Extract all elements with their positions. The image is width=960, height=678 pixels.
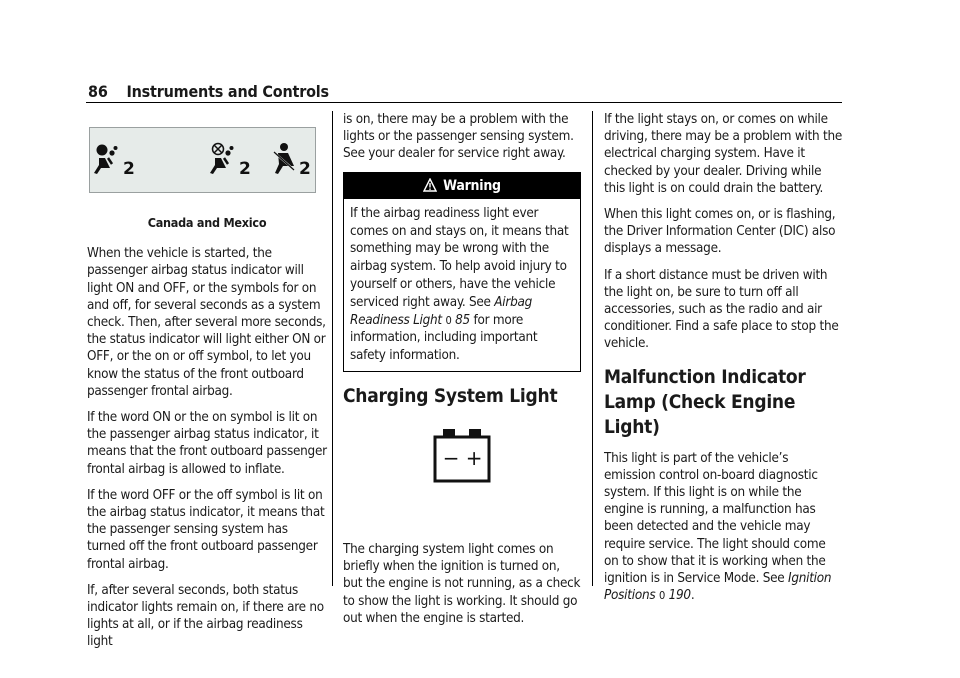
chapter-title: Instruments and Controls [126,82,329,101]
page-ref[interactable]: 190 [668,588,691,604]
warning-icon [423,178,437,192]
svg-text:−: − [442,445,460,470]
svg-text:2: 2 [123,159,135,178]
paragraph: is on, there may be a problem with the lights or the passenger sensing system. See your dealer for service right away. [343,112,574,162]
svg-text:+: + [465,445,483,470]
warning-text-part: for more information, including important safety information. [350,312,538,364]
paragraph: If the word ON or the on symbol is lit on the passenger airbag status indicator, it means that the front outboard passenger frontal airbag is allowed to inflate. [87,410,327,477]
passenger-airbag-on-icon [92,142,142,182]
paragraph: If a short distance must be driven with the light on, be sure to turn off all accessories, such as the radio and air conditioner. Find a safe place to stop the vehicle. [604,267,839,352]
xref-ignition-positions[interactable]: Ignition Positions [604,571,832,604]
paragraph-text: This light is part of the vehicle’s emission control on-board diagnostic system. If this light is on while the engine is running, a malfunction has been detected and the vehicle may require service. The light should come on to show that it is working when the ignition is in Service Mode. See [604,450,826,587]
page-ref-arrow-icon: 0 [445,313,452,327]
paragraph: When the vehicle is started, the passenger airbag status indicator will light ON and OFF, or the symbols for on and off, for several seconds as a system check. Then, after several more seconds, the status indicator will light either ON or OFF, or the on or off symbol, to let you know the status of the front outboard passenger frontal airbag. [87,246,326,399]
page-ref-arrow-icon: 0 [658,589,665,603]
column-2 [343,111,581,636]
section-title: Malfunction Indicator Lamp (Check Engine Light) [604,365,806,438]
paragraph: If the light stays on, or comes on while driving, there may be a problem with the electrical charging system. Have it checked by your dealer. Driving while this light is on could drain the battery. [604,112,842,196]
page-number: 86 [88,82,108,101]
column-1 [87,214,327,660]
battery-icon [343,429,581,501]
paragraph-text: . [690,588,695,604]
paragraph: If, after several seconds, both status indicator lights remain on, if there are no lights at all, or if the airbag readiness light [87,582,324,650]
page-ref[interactable]: 85 [455,312,470,328]
xref-airbag-readiness-light[interactable]: Airbag Readiness Light [350,294,533,328]
column-3 [604,111,842,613]
airbag-indicator-figure [89,127,316,193]
paragraph: When this light comes on, or is flashing, the Driver Information Center (DIC) also displays a message. [604,207,836,257]
warning-title: Warning [443,177,501,194]
paragraph [604,450,842,605]
figure-caption: Canada and Mexico [147,215,267,230]
column-divider [332,111,333,586]
paragraph: The charging system light comes on briefly when the ignition is turned on, but the engine is not running, as a check to show the light is working. It should go out when the engine is started. [343,541,581,626]
page-header [88,82,329,101]
warning-text-part: If the airbag readiness light ever comes on and stays on, it means that something may be wrong with the airbag system. To help avoid injury to yourself or others, have the vehicle serviced right away. See [350,205,569,310]
paragraph: If the word OFF or the off symbol is lit on the airbag status indicator, it means that the passenger sensing system has turned off the front outboard passenger frontal airbag. [87,487,325,572]
warning-header [344,173,580,199]
seatbelt-reminder-icon [266,142,316,182]
passenger-airbag-off-icon [208,142,258,182]
section-title: Charging System Light [343,384,558,407]
column-divider [592,111,593,586]
warning-box [343,172,581,372]
warning-text [344,199,580,371]
svg-text:2: 2 [299,159,311,178]
svg-text:2: 2 [239,159,251,178]
header-rule [86,102,842,103]
